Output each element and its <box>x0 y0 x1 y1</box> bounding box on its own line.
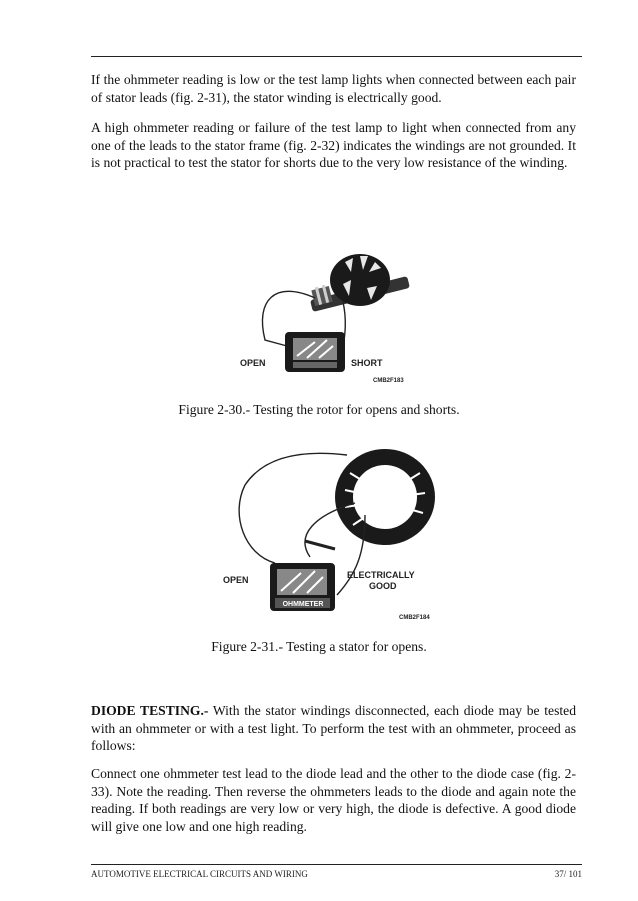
meter-label: OHMMETER <box>282 601 324 608</box>
figure-code: CMB2F184 <box>399 615 430 621</box>
figure-code: CMB2F183 <box>373 378 404 384</box>
stator-illustration <box>215 445 445 625</box>
label-open: OPEN <box>223 575 249 585</box>
diode-testing-text: With the stator windings disconnected, each diode may be tested with an ohmmeter or with a test light. To perform the test with an ohmmeter, proceed as follows: <box>91 703 576 753</box>
footer-title: AUTOMOTIVE ELECTRICAL CIRCUITS AND WIRING <box>91 869 308 879</box>
figure-2-31-caption: Figure 2-31.- Testing a stator for opens. <box>211 639 427 654</box>
figure-2-30-caption: Figure 2-30.- Testing the rotor for opens and shorts. <box>178 402 460 417</box>
page-number: 37/ 101 <box>554 869 582 879</box>
paragraph-stator-grounded: A high ohmmeter reading or failure of the test lamp to light when connected from any one of the leads to the stator frame (fig. 2-32) indicates the windings are not grounded. It is not practical to test the stator for shorts due to the very low resistance of the winding. <box>91 120 576 170</box>
label-good: GOOD <box>369 581 397 591</box>
footer-rule <box>91 864 582 865</box>
label-open: OPEN <box>240 358 266 368</box>
header-rule <box>91 56 582 57</box>
figure-rotor-test <box>235 240 415 385</box>
diode-testing-heading: DIODE TESTING.- <box>91 703 209 718</box>
paragraph-stator-good: If the ohmmeter reading is low or the test lamp lights when connected between each pair of stator leads (fig. 2-31), the stator winding is electrically good. <box>91 72 576 105</box>
paragraph-diode-testing <box>91 702 576 755</box>
rotor-illustration <box>235 240 415 385</box>
label-electrically: ELECTRICALLY <box>347 570 415 580</box>
paragraph-diode-procedure: Connect one ohmmeter test lead to the diode lead and the other to the diode case (fig. 2-33). Note the reading. Then reverse the ohmmeters leads to the diode and again note the reading. If both readings are very low or very high, the diode is defective. A good diode will give one low and one high reading. <box>91 766 576 834</box>
label-short: SHORT <box>351 358 383 368</box>
figure-stator-test <box>215 445 445 625</box>
